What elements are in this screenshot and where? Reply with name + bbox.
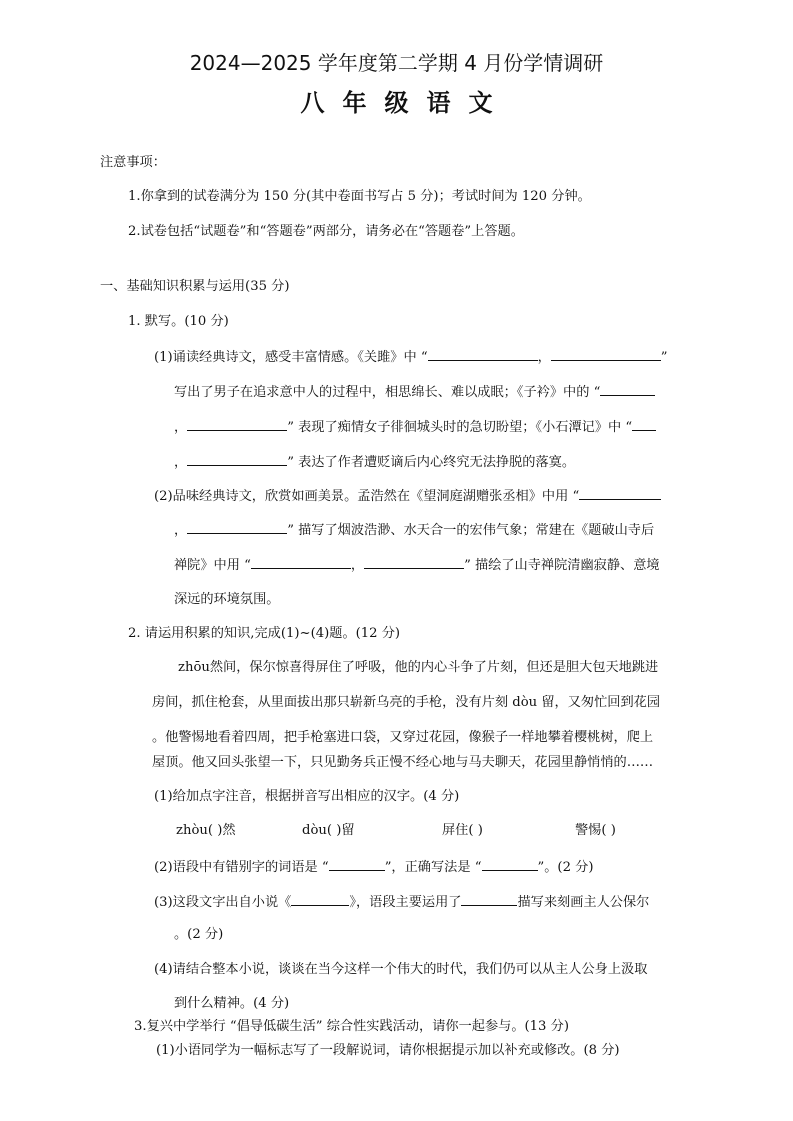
pinyin-item[interactable]: dòu( )留 [302, 823, 355, 838]
question-stem: 2. 请运用积累的知识,完成(1)~(4)题。(12 分) [128, 626, 401, 641]
answer-blank[interactable] [187, 418, 287, 431]
q1-p1-line1: (1)诵读经典诗文，感受丰富情感。《关雎》中 “ ， ” [154, 350, 668, 365]
answer-blank[interactable] [187, 521, 287, 534]
q1-p2-line4: 深远的环境氛围。 [174, 592, 280, 607]
q2-sub3-cont: 。(2 分) [174, 927, 224, 942]
q1-p1-line3: ， ” 表现了痴情女子徘徊城头时的急切盼望；《小石潭记》中 “ [174, 418, 656, 436]
exam-title: 2024—2025 学年度第二学期 4 月份学情调研 [189, 51, 604, 75]
passage-line: zhōu然间，保尔惊喜得屏住了呼吸，他的内心斗争了片刻，但还是胆大包天地跳进 [178, 660, 659, 675]
passage-line: 。他警惕地看着四周，把手枪塞进口袋，又穿过花园，像猴子一样地攀着樱桃树，爬上 [152, 730, 654, 745]
q1-p2-line1: (2)品味经典诗文，欣赏如画美景。孟浩然在《望洞庭湖赠张丞相》中用 “ [154, 487, 661, 505]
q1-p2-line2: ， ” 描写了烟波浩渺、水天合一的宏伟气象；常建在《题破山寺后 [174, 523, 655, 538]
q2-sub3: (3)这段文字出自小说《 》，语段主要运用了 描写来刻画主人公保尔 [154, 895, 650, 910]
answer-blank[interactable] [579, 487, 661, 500]
answer-blank[interactable] [187, 453, 287, 466]
answer-blank[interactable] [251, 556, 351, 569]
answer-blank[interactable] [428, 348, 538, 361]
pinyin-item[interactable]: 警惕( ) [575, 823, 616, 838]
answer-blank[interactable] [600, 383, 655, 396]
answer-blank[interactable] [551, 348, 661, 361]
answer-blank[interactable] [329, 858, 385, 871]
note-item: 2.试卷包括“试题卷”和“答题卷”两部分，请务必在“答题卷”上答题。 [128, 224, 524, 239]
notes-heading: 注意事项： [100, 155, 166, 170]
question-stem: 1. 默写。(10 分) [128, 314, 229, 329]
answer-blank[interactable] [632, 418, 656, 431]
q1-p2-line3: 禅院》中用 “ ， ” 描绘了山寺禅院清幽寂静、意境 [174, 558, 660, 573]
passage-line: 房间，抓住枪套，从里面拔出那只崭新乌亮的手枪，没有片刻 dòu 留，又匆忙回到花园 [152, 695, 661, 710]
subject-title: 八年级语文 [300, 88, 511, 117]
pinyin-item[interactable]: 屏住( ) [442, 823, 483, 838]
question-stem: 3.复兴中学举行 “倡导低碳生活” 综合性实践活动，请你一起参与。(13 分) [134, 1019, 569, 1034]
answer-blank[interactable] [291, 893, 349, 906]
passage-line: 屋顶。他又回头张望一下，只见勤务兵正慢不经心地与马夫聊天，花园里静悄悄的…… [152, 755, 654, 770]
answer-blank[interactable] [482, 858, 538, 871]
q1-p1-line4: ， ” 表达了作者遭贬谪后内心终究无法挣脱的落寞。 [174, 455, 576, 470]
q2-sub1: (1)给加点字注音，根据拼音写出相应的汉字。(4 分) [154, 789, 460, 804]
answer-blank[interactable] [364, 556, 464, 569]
answer-blank[interactable] [461, 893, 517, 906]
note-item: 1.你拿到的试卷满分为 150 分(其中卷面书写占 5 分)；考试时间为 120 分钟。 [128, 189, 591, 204]
q2-sub4: (4)请结合整本小说，谈谈在当今这样一个伟大的时代，我们仍可以从主人公身上汲取 [154, 962, 648, 977]
q3-sub1: (1)小语同学为一幅标志写了一段解说词，请你根据提示加以补充或修改。(8 分) [156, 1043, 620, 1058]
q1-p1-line2: 写出了男子在追求意中人的过程中，相思绵长、难以成眠；《子衿》中的 “ [174, 383, 655, 401]
q2-sub4-cont: 到什么精神。(4 分) [174, 996, 290, 1011]
pinyin-item[interactable]: zhòu( )然 [176, 823, 236, 838]
section-heading: 一、基础知识积累与运用(35 分) [100, 279, 290, 294]
q2-sub2: (2)语段中有错别字的词语是 “ ”，正确写法是 “ ”。(2 分) [154, 860, 594, 875]
